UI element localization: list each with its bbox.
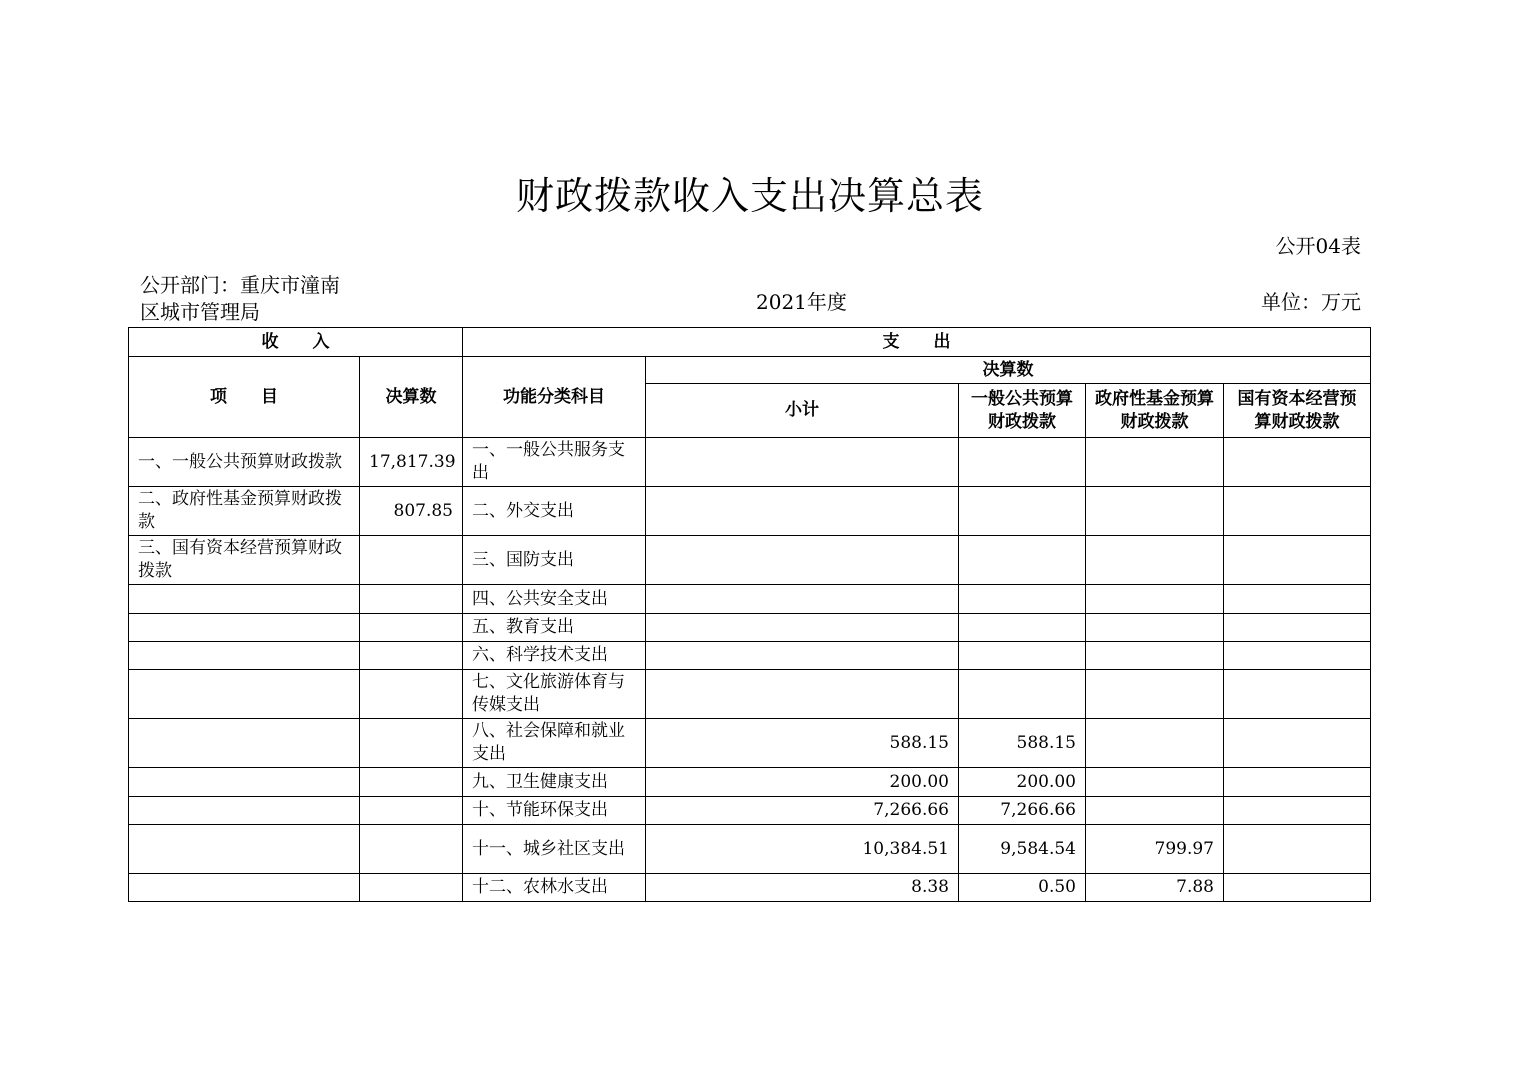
state-capital-header: 国有资本经营预算财政拨款 xyxy=(1224,384,1371,438)
subtotal-cell: 7,266.66 xyxy=(646,797,959,825)
page-title: 财政拨款收入支出决算总表 xyxy=(515,174,984,218)
item-header: 项 目 xyxy=(129,357,360,438)
table-row xyxy=(129,719,1371,768)
state-capital-cell xyxy=(1224,487,1371,536)
general-budget-cell: 588.15 xyxy=(959,719,1086,768)
gov-fund-cell xyxy=(1086,797,1224,825)
expenditure-item-cell: 三、国防支出 xyxy=(463,536,646,585)
income-item-cell: 二、政府性基金预算财政拨款 xyxy=(129,487,360,536)
expenditure-item-cell: 九、卫生健康支出 xyxy=(463,768,646,797)
expenditure-item-cell: 一、一般公共服务支出 xyxy=(463,438,646,487)
expenditure-header: 支 出 xyxy=(463,328,1371,357)
department-label: 公开部门：重庆市潼南区城市管理局 xyxy=(140,273,340,324)
gov-fund-header: 政府性基金预算财政拨款 xyxy=(1086,384,1224,438)
expenditure-item-cell: 四、公共安全支出 xyxy=(463,585,646,614)
gov-fund-cell xyxy=(1086,642,1224,670)
general-budget-cell xyxy=(959,585,1086,614)
function-category-header: 功能分类科目 xyxy=(463,357,646,438)
income-item-cell xyxy=(129,585,360,614)
income-amount-cell xyxy=(360,874,463,902)
state-capital-cell xyxy=(1224,438,1371,487)
expenditure-item-cell: 十一、城乡社区支出 xyxy=(463,825,646,874)
subtotal-cell xyxy=(646,536,959,585)
income-item-cell xyxy=(129,642,360,670)
table-row xyxy=(129,487,1371,536)
amount-header: 决算数 xyxy=(360,357,463,438)
gov-fund-cell xyxy=(1086,487,1224,536)
income-item-cell xyxy=(129,670,360,719)
expenditure-item-cell: 十二、农林水支出 xyxy=(463,874,646,902)
income-amount-cell xyxy=(360,642,463,670)
expenditure-item-cell: 五、教育支出 xyxy=(463,614,646,642)
general-budget-cell xyxy=(959,487,1086,536)
subtotal-cell xyxy=(646,670,959,719)
income-item-cell xyxy=(129,614,360,642)
expenditure-item-cell: 二、外交支出 xyxy=(463,487,646,536)
general-budget-cell xyxy=(959,536,1086,585)
expenditure-item-cell: 七、文化旅游体育与传媒支出 xyxy=(463,670,646,719)
general-budget-cell: 200.00 xyxy=(959,768,1086,797)
table-row xyxy=(129,825,1371,874)
subtotal-cell: 588.15 xyxy=(646,719,959,768)
state-capital-cell xyxy=(1224,874,1371,902)
income-amount-cell xyxy=(360,614,463,642)
table-row xyxy=(129,536,1371,585)
subtotal-cell xyxy=(646,585,959,614)
table-row xyxy=(129,642,1371,670)
unit-label: 单位：万元 xyxy=(1261,290,1361,314)
expenditure-item-cell: 八、社会保障和就业支出 xyxy=(463,719,646,768)
income-amount-cell xyxy=(360,825,463,874)
gov-fund-cell xyxy=(1086,719,1224,768)
income-amount-cell xyxy=(360,719,463,768)
income-amount-cell xyxy=(360,768,463,797)
gov-fund-cell xyxy=(1086,438,1224,487)
income-item-cell xyxy=(129,797,360,825)
income-item-cell xyxy=(129,768,360,797)
subtotal-cell xyxy=(646,487,959,536)
subtotal-header: 小计 xyxy=(646,384,959,438)
general-budget-cell xyxy=(959,614,1086,642)
state-capital-cell xyxy=(1224,670,1371,719)
fiscal-year: 2021年度 xyxy=(756,290,847,314)
gov-fund-cell: 7.88 xyxy=(1086,874,1224,902)
income-amount-cell: 17,817.39 xyxy=(360,438,463,487)
expenditure-item-cell: 六、科学技术支出 xyxy=(463,642,646,670)
income-amount-cell xyxy=(360,536,463,585)
gov-fund-cell xyxy=(1086,670,1224,719)
table-row xyxy=(129,797,1371,825)
general-budget-cell xyxy=(959,642,1086,670)
income-amount-cell xyxy=(360,670,463,719)
income-amount-cell xyxy=(360,797,463,825)
gov-fund-cell xyxy=(1086,768,1224,797)
income-item-cell xyxy=(129,719,360,768)
state-capital-cell xyxy=(1224,768,1371,797)
table-row xyxy=(129,874,1371,902)
expenditure-item-cell: 十、节能环保支出 xyxy=(463,797,646,825)
income-item-cell xyxy=(129,874,360,902)
general-budget-cell xyxy=(959,670,1086,719)
table-row xyxy=(129,670,1371,719)
gov-fund-cell xyxy=(1086,536,1224,585)
income-amount-cell xyxy=(360,585,463,614)
table-row xyxy=(129,585,1371,614)
state-capital-cell xyxy=(1224,536,1371,585)
general-budget-cell xyxy=(959,438,1086,487)
final-amount-header: 决算数 xyxy=(646,357,1371,384)
subtotal-cell xyxy=(646,614,959,642)
general-budget-cell: 9,584.54 xyxy=(959,825,1086,874)
subtotal-cell: 10,384.51 xyxy=(646,825,959,874)
state-capital-cell xyxy=(1224,825,1371,874)
income-amount-cell: 807.85 xyxy=(360,487,463,536)
subtotal-cell: 8.38 xyxy=(646,874,959,902)
income-item-cell: 三、国有资本经营预算财政拨款 xyxy=(129,536,360,585)
subtotal-cell xyxy=(646,642,959,670)
gov-fund-cell xyxy=(1086,614,1224,642)
state-capital-cell xyxy=(1224,585,1371,614)
state-capital-cell xyxy=(1224,642,1371,670)
general-budget-cell: 0.50 xyxy=(959,874,1086,902)
income-header: 收 入 xyxy=(129,328,463,357)
general-budget-cell: 7,266.66 xyxy=(959,797,1086,825)
table-row xyxy=(129,438,1371,487)
table-number: 公开04表 xyxy=(1275,234,1361,258)
state-capital-cell xyxy=(1224,719,1371,768)
income-item-cell: 一、一般公共预算财政拨款 xyxy=(129,438,360,487)
table-row xyxy=(129,768,1371,797)
table-row xyxy=(129,614,1371,642)
budget-table xyxy=(128,327,1371,902)
state-capital-cell xyxy=(1224,797,1371,825)
general-budget-header: 一般公共预算财政拨款 xyxy=(959,384,1086,438)
gov-fund-cell xyxy=(1086,585,1224,614)
state-capital-cell xyxy=(1224,614,1371,642)
gov-fund-cell: 799.97 xyxy=(1086,825,1224,874)
subtotal-cell xyxy=(646,438,959,487)
income-item-cell xyxy=(129,825,360,874)
subtotal-cell: 200.00 xyxy=(646,768,959,797)
